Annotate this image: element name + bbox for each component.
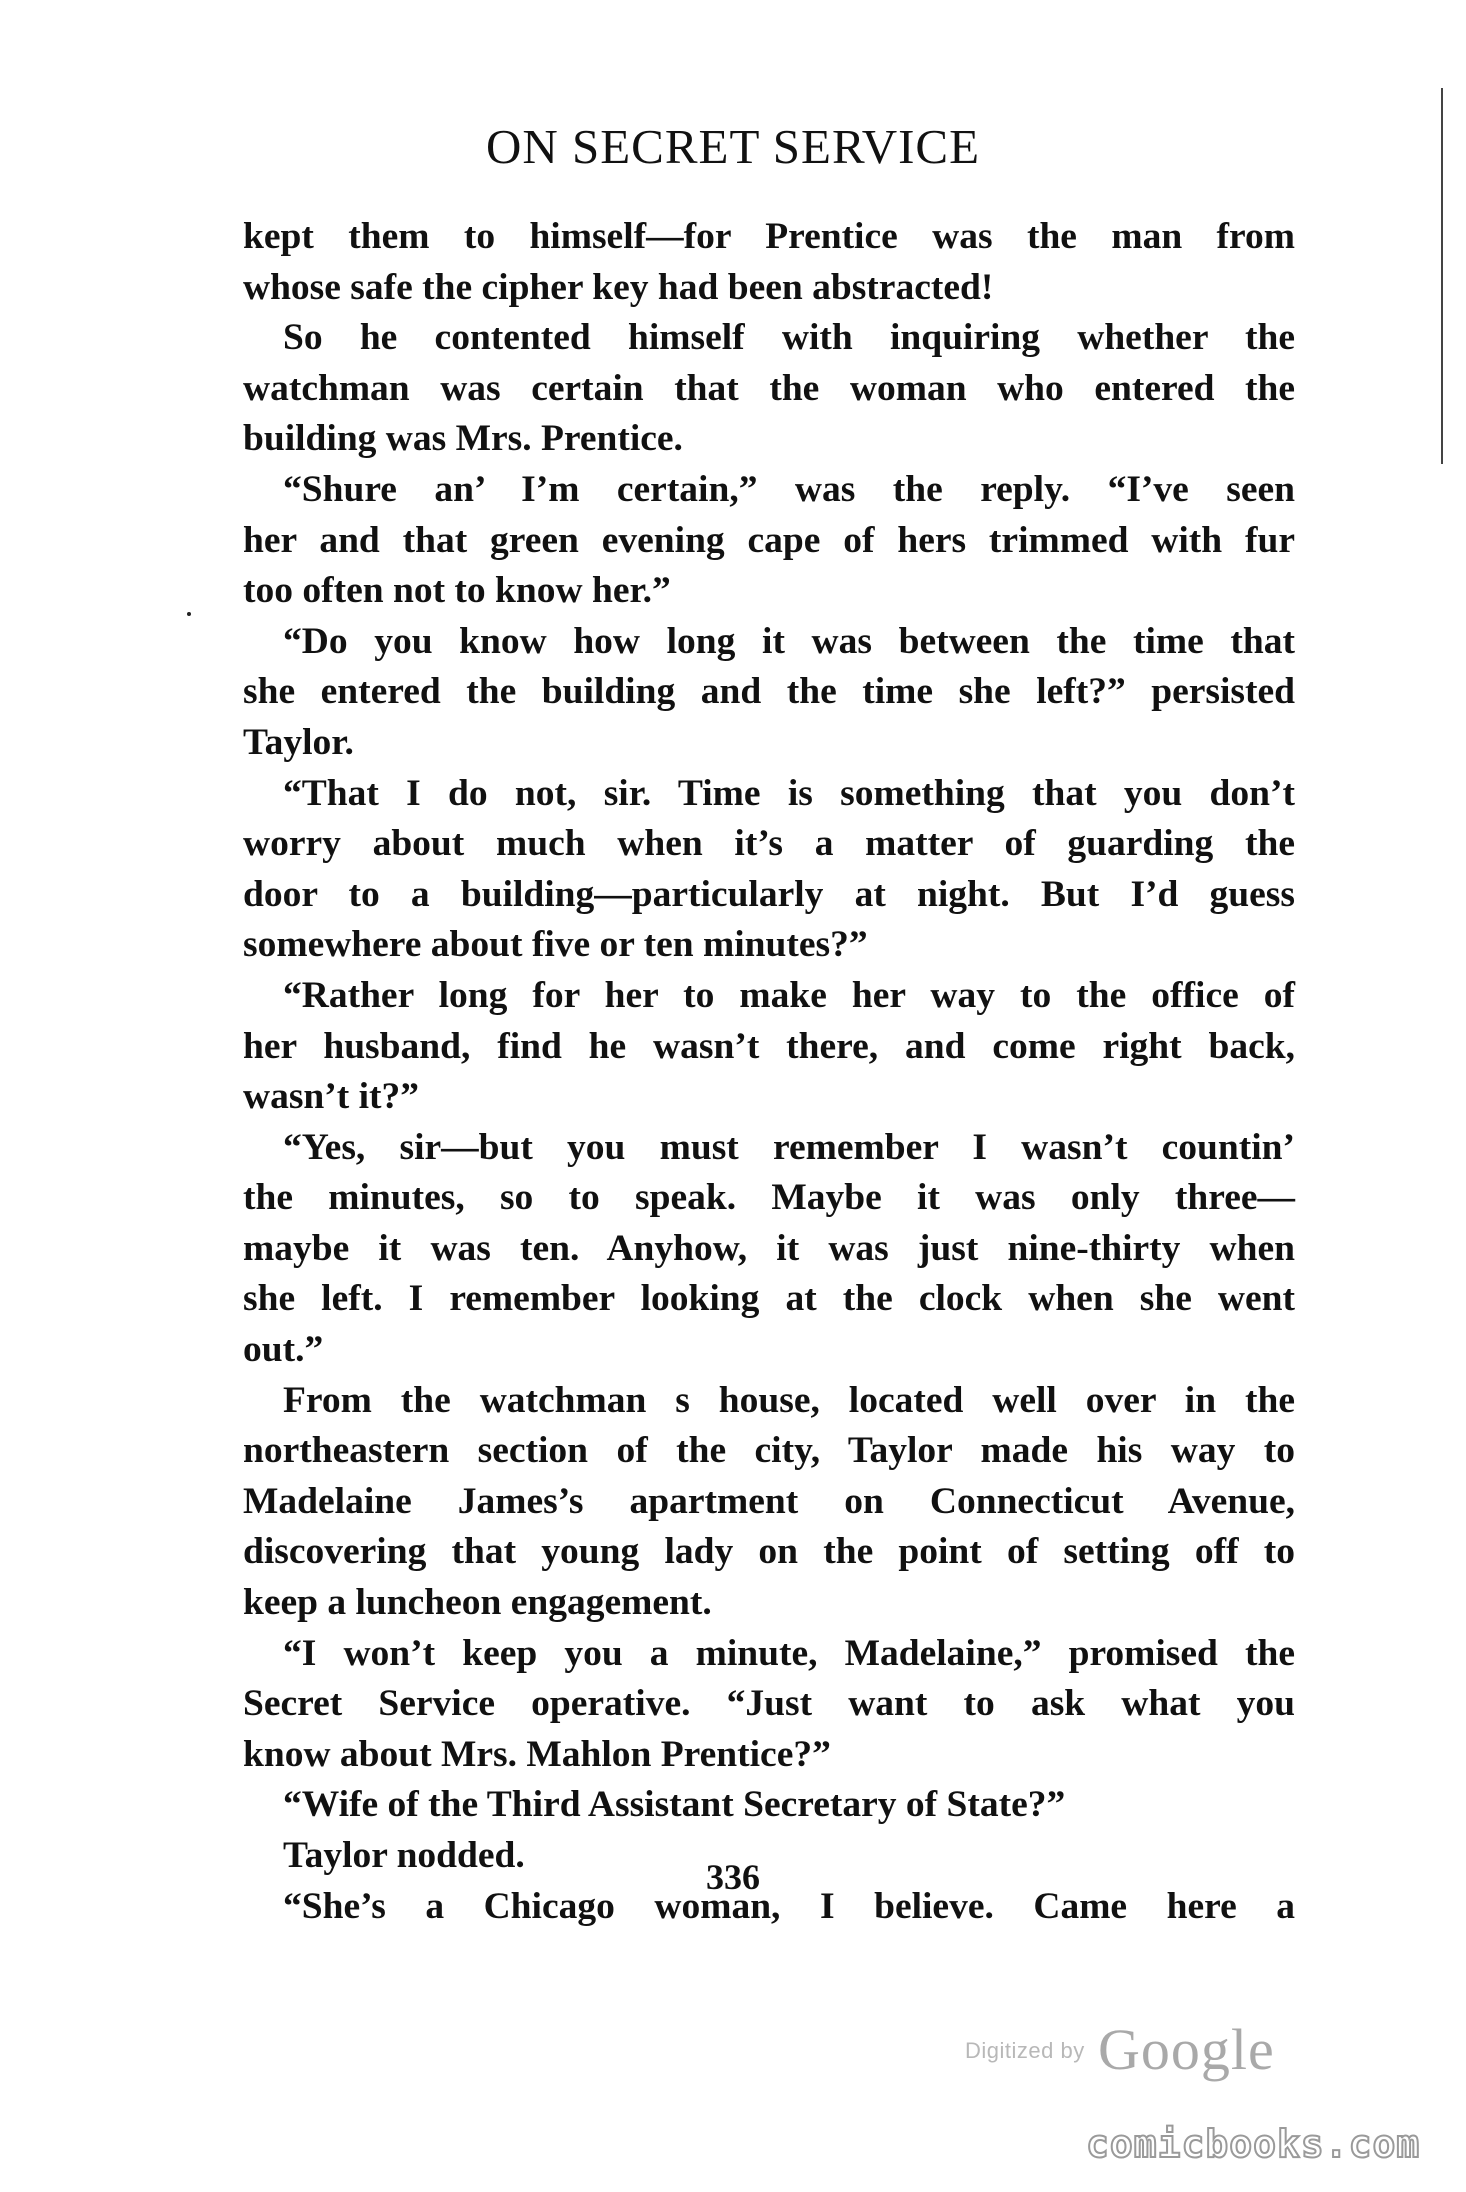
text-line: her and that green evening cape of hers trimmed with fur xyxy=(243,519,1295,561)
text-line: the minutes, so to speak. Maybe it was only three— xyxy=(243,1177,1295,1219)
body-text xyxy=(243,212,1295,1932)
text-line: her husband, find he wasn’t there, and come right back, xyxy=(243,1025,1295,1067)
text-line: “I won’t keep you a minute, Madelaine,” promised the xyxy=(283,1632,1295,1674)
text-line: somewhere about five or ten minutes?” xyxy=(243,924,868,966)
text-line: discovering that young lady on the point of setting off to xyxy=(243,1531,1295,1573)
text-line: keep a luncheon engagement. xyxy=(243,1582,712,1624)
text-line: “That I do not, sir. Time is something that you don’t xyxy=(283,772,1295,814)
ink-speck xyxy=(187,612,191,616)
text-line: Taylor nodded. xyxy=(283,1835,525,1876)
text-line: “Wife of the Third Assistant Secretary of State?” xyxy=(283,1784,1066,1826)
text-line: “Shure an’ I’m certain,” was the reply. “I’ve seen xyxy=(283,468,1295,510)
text-line: worry about much when it’s a matter of guarding the xyxy=(243,823,1295,865)
digitized-by-label: Digitized by xyxy=(965,2038,1085,2063)
text-line: watchman was certain that the woman who entered the xyxy=(243,367,1295,409)
text-line: From the watchman s house, located well over in the xyxy=(283,1379,1295,1421)
text-line: she left. I remember looking at the clock when she went xyxy=(243,1278,1295,1320)
text-line: northeastern section of the city, Taylor made his way to xyxy=(243,1430,1295,1472)
text-line: she entered the building and the time she left?” persisted xyxy=(243,671,1295,713)
text-line: “Rather long for her to make her way to the office of xyxy=(283,974,1295,1016)
text-line: “Yes, sir—but you must remember I wasn’t countin’ xyxy=(283,1126,1295,1168)
google-logo: Google xyxy=(1098,2017,1275,2082)
text-line: out.” xyxy=(243,1329,324,1371)
text-line: “Do you know how long it was between the time that xyxy=(283,620,1295,662)
text-line: too often not to know her.” xyxy=(243,570,671,612)
text-line: building was Mrs. Prentice. xyxy=(243,418,683,460)
running-head: ON SECRET SERVICE xyxy=(485,119,981,174)
text-line: kept them to himself—for Prentice was the man from xyxy=(243,216,1295,257)
text-line: “She’s a Chicago woman, I believe. Came here a xyxy=(283,1885,1295,1927)
text-line: know about Mrs. Mahlon Prentice?” xyxy=(243,1733,831,1775)
text-line: whose safe the cipher key had been abstracted! xyxy=(243,266,994,308)
page-number: 336 xyxy=(706,1857,760,1897)
site-watermark: comicbooks.com xyxy=(1086,2122,1421,2166)
text-line: Taylor. xyxy=(243,721,354,763)
text-line: Secret Service operative. “Just want to ask what you xyxy=(243,1683,1295,1725)
text-line: Madelaine James’s apartment on Connecticut Avenue, xyxy=(243,1480,1295,1522)
text-line: maybe it was ten. Anyhow, it was just nine-thirty when xyxy=(243,1227,1295,1269)
text-line: So he contented himself with inquiring whether the xyxy=(283,317,1295,359)
text-line: wasn’t it?” xyxy=(243,1076,420,1118)
text-line: door to a building—particularly at night. But I’d guess xyxy=(243,873,1295,915)
